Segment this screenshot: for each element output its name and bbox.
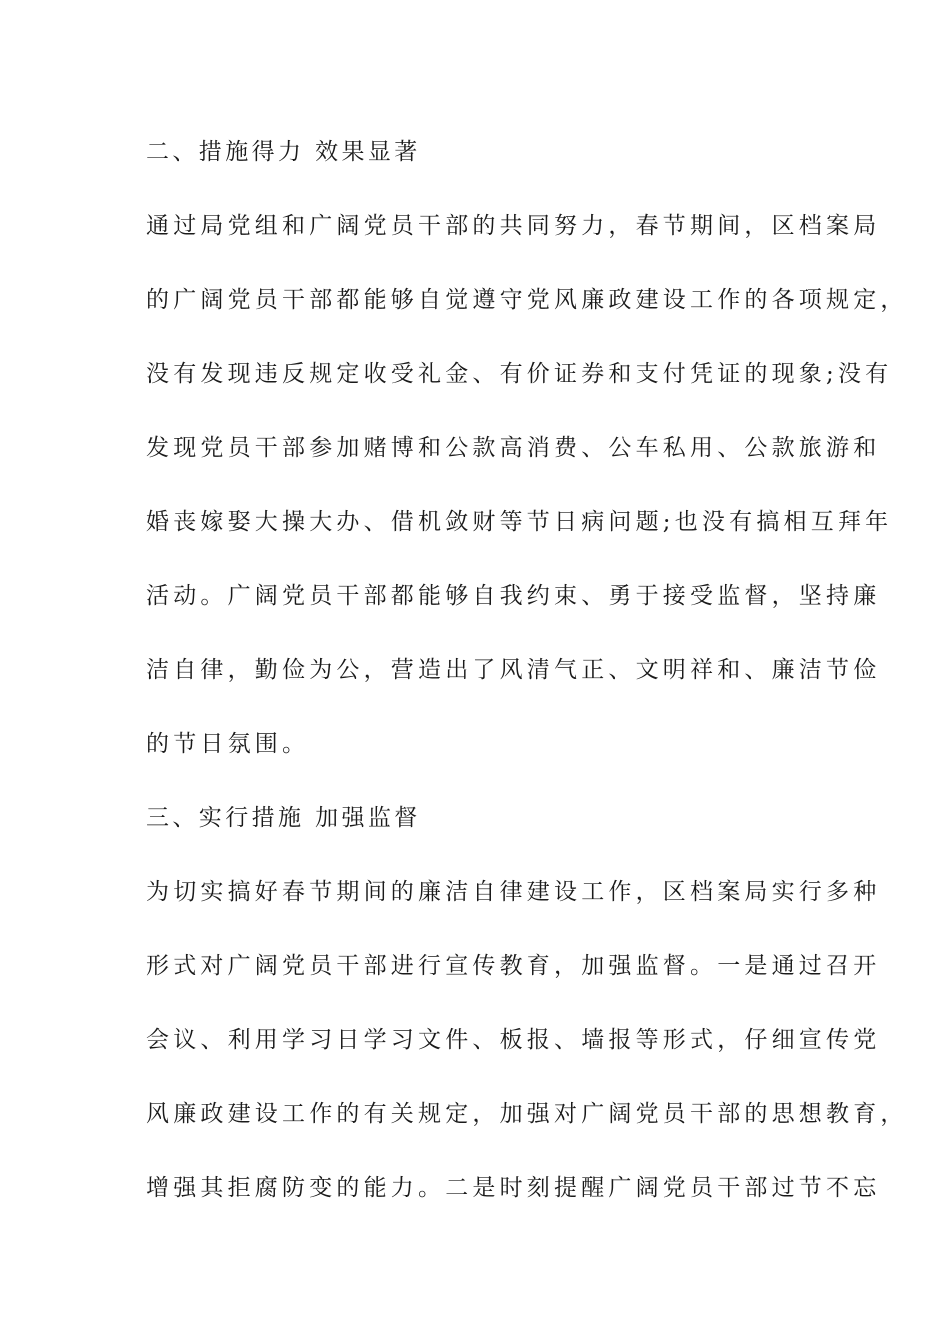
section-heading-2: 二、措施得力 效果显著 [146,139,421,165]
paragraph-line: 通过局党组和广阔党员干部的共同努力，春节期间，区档案局 [146,213,881,239]
paragraph-line: 增强其拒腐防变的能力。二是时刻提醒广阔党员干部过节不忘 [146,1175,881,1201]
paragraph-line: 形式对广阔党员干部进行宣传教育，加强监督。一是通过召开 [146,953,881,979]
paragraph-line: 婚丧嫁娶大操大办、借机敛财等节日病问题;也没有搞相互拜年 [146,509,893,535]
paragraph-line: 会议、利用学习日学习文件、板报、墙报等形式，仔细宣传党 [146,1027,881,1053]
section-heading-3: 三、实行措施 加强监督 [146,805,421,831]
paragraph-line: 洁自律，勤俭为公，营造出了风清气正、文明祥和、廉洁节俭 [146,657,881,683]
paragraph-line: 没有发现违反规定收受礼金、有价证券和支付凭证的现象;没有 [146,361,893,387]
paragraph-line: 的广阔党员干部都能够自觉遵守党风廉政建设工作的各项规定， [146,287,908,313]
paragraph-line: 的节日氛围。 [146,731,310,757]
paragraph-line: 风廉政建设工作的有关规定，加强对广阔党员干部的思想教育， [146,1101,908,1127]
paragraph-line: 活动。广阔党员干部都能够自我约束、勇于接受监督，坚持廉 [146,583,881,609]
paragraph-line: 发现党员干部参加赌博和公款高消费、公车私用、公款旅游和 [146,435,881,461]
paragraph-line: 为切实搞好春节期间的廉洁自律建设工作，区档案局实行多种 [146,879,881,905]
